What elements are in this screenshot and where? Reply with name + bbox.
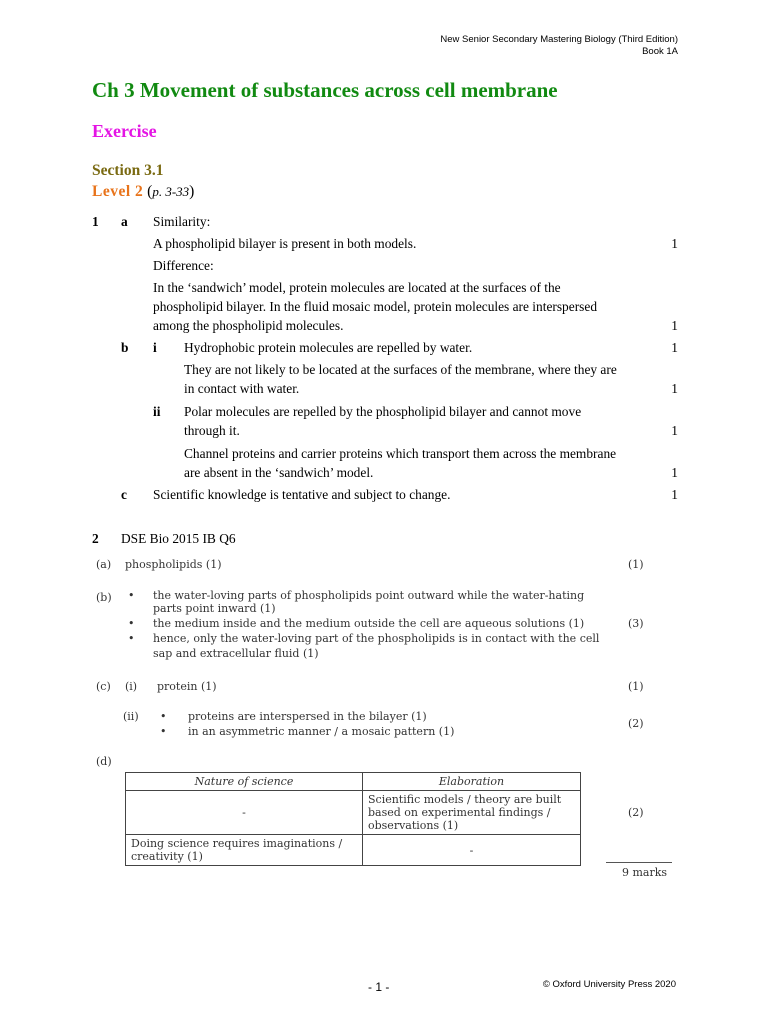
q1bii-line: through it.	[184, 423, 240, 438]
total-rule	[606, 862, 672, 863]
q2a-text: phospholipids (1)	[125, 558, 222, 571]
q2cii-label: (ii)	[123, 710, 139, 723]
q1bi-line: They are not likely to be located at the surfaces of the membrane, where they are	[184, 362, 617, 377]
book-volume: Book 1A	[642, 46, 678, 57]
q1-number: 1	[92, 214, 99, 229]
q1bi-line: Hydrophobic protein molecules are repelled by water.	[184, 340, 473, 355]
q1bii-mark: 1	[671, 465, 678, 480]
q2-source: DSE Bio 2015 IB Q6	[121, 531, 236, 546]
q2b-line: sap and extracellular fluid (1)	[153, 647, 319, 660]
q1c-mark: 1	[671, 487, 678, 502]
table-header-row	[126, 773, 581, 791]
q2b-line: the water-loving parts of phospholipids point outward while the water-hating	[153, 589, 585, 602]
table-row	[126, 791, 581, 835]
q2b-bullet: •	[128, 617, 135, 630]
page-number: - 1 -	[368, 980, 390, 994]
q2b-line: parts point inward (1)	[153, 602, 276, 615]
table-cell-line: based on experimental findings /	[368, 806, 551, 819]
q1bii-line: are absent in the ‘sandwich’ model.	[184, 465, 374, 480]
q1bi-line: in contact with water.	[184, 381, 300, 396]
q1c-letter: c	[121, 487, 127, 502]
q1bii-line: Polar molecules are repelled by the phospholipid bilayer and cannot move	[184, 404, 582, 419]
table-header-cell: Elaboration	[363, 773, 581, 791]
page-ref: p. 3-33	[152, 184, 190, 199]
page-ref-open: (	[147, 183, 153, 200]
q2b-bullet: •	[128, 632, 135, 645]
q1c-text: Scientific knowledge is tentative and subject to change.	[153, 487, 451, 502]
q2-number: 2	[92, 531, 99, 546]
q2b-bullet: •	[128, 589, 135, 602]
level-label: Level 2	[92, 183, 144, 200]
table-header-cell: Nature of science	[126, 773, 363, 791]
copyright: © Oxford University Press 2020	[542, 979, 676, 990]
level-heading	[92, 183, 194, 201]
q2b-label: (b)	[96, 591, 112, 604]
chapter-title: Ch 3 Movement of substances across cell membrane	[92, 78, 558, 102]
q2d-label: (d)	[96, 755, 112, 768]
q2ci-text: protein (1)	[157, 680, 217, 693]
running-header	[440, 34, 678, 58]
q1a-difference-mark: 1	[671, 318, 678, 333]
table-cell-line: Scientific models / theory are built	[368, 793, 562, 806]
q2cii-bullet: •	[160, 710, 167, 723]
table-cell: -	[363, 835, 581, 866]
q2ci-mark: (1)	[628, 680, 644, 693]
q1bii-mark: 1	[671, 423, 678, 438]
q2cii-line: in an asymmetric manner / a mosaic pattern (1)	[188, 725, 455, 738]
table-cell: -	[126, 791, 363, 835]
q2b-line: the medium inside and the medium outside the cell are aqueous solutions (1)	[153, 617, 585, 630]
q1a-similarity-mark: 1	[671, 236, 678, 251]
q1bi-numeral: i	[153, 340, 157, 355]
q1a-difference-line: In the ‘sandwich’ model, protein molecules are located at the surfaces of the	[153, 280, 561, 295]
q1a-difference-line: among the phospholipid molecules.	[153, 318, 344, 333]
q1bi-mark: 1	[671, 340, 678, 355]
q1a-difference-heading: Difference:	[153, 258, 214, 273]
q2ci-label: (i)	[125, 680, 138, 693]
q2b-line: hence, only the water-loving part of the phospholipids is in contact with the cell	[153, 632, 600, 645]
q1a-difference-line: phospholipid bilayer. In the fluid mosaic model, protein molecules are interspersed	[153, 299, 598, 314]
table-cell-line: creativity (1)	[131, 850, 203, 863]
q2c-label: (c)	[96, 680, 111, 693]
section-heading: Section 3.1	[92, 162, 164, 179]
q1bii-numeral: ii	[153, 404, 161, 419]
nature-of-science-table	[125, 772, 581, 866]
exercise-heading: Exercise	[92, 121, 157, 141]
table-cell	[363, 791, 581, 835]
q2d-mark: (2)	[628, 806, 644, 819]
q2a-mark: (1)	[628, 558, 644, 571]
table-cell-line: observations (1)	[368, 819, 459, 832]
table-cell	[126, 835, 363, 866]
q1bi-mark: 1	[671, 381, 678, 396]
q2cii-line: proteins are interspersed in the bilayer (1)	[188, 710, 427, 723]
q2a-label: (a)	[96, 558, 112, 571]
q1bii-line: Channel proteins and carrier proteins which transport them across the membrane	[184, 446, 617, 461]
q2b-mark: (3)	[628, 617, 644, 630]
table-cell-line: Doing science requires imaginations /	[131, 837, 343, 850]
q2cii-mark: (2)	[628, 717, 644, 730]
q1a-similarity-heading: Similarity:	[153, 214, 211, 229]
page-ref-close: )	[189, 183, 195, 200]
q2-total: 9 marks	[622, 866, 668, 879]
q1a-letter: a	[121, 214, 128, 229]
q2cii-bullet: •	[160, 725, 167, 738]
book-title: New Senior Secondary Mastering Biology (Third Edition)	[440, 34, 678, 45]
table-row	[126, 835, 581, 866]
q1b-letter: b	[121, 340, 129, 355]
q1a-similarity: A phospholipid bilayer is present in both models.	[153, 236, 417, 251]
